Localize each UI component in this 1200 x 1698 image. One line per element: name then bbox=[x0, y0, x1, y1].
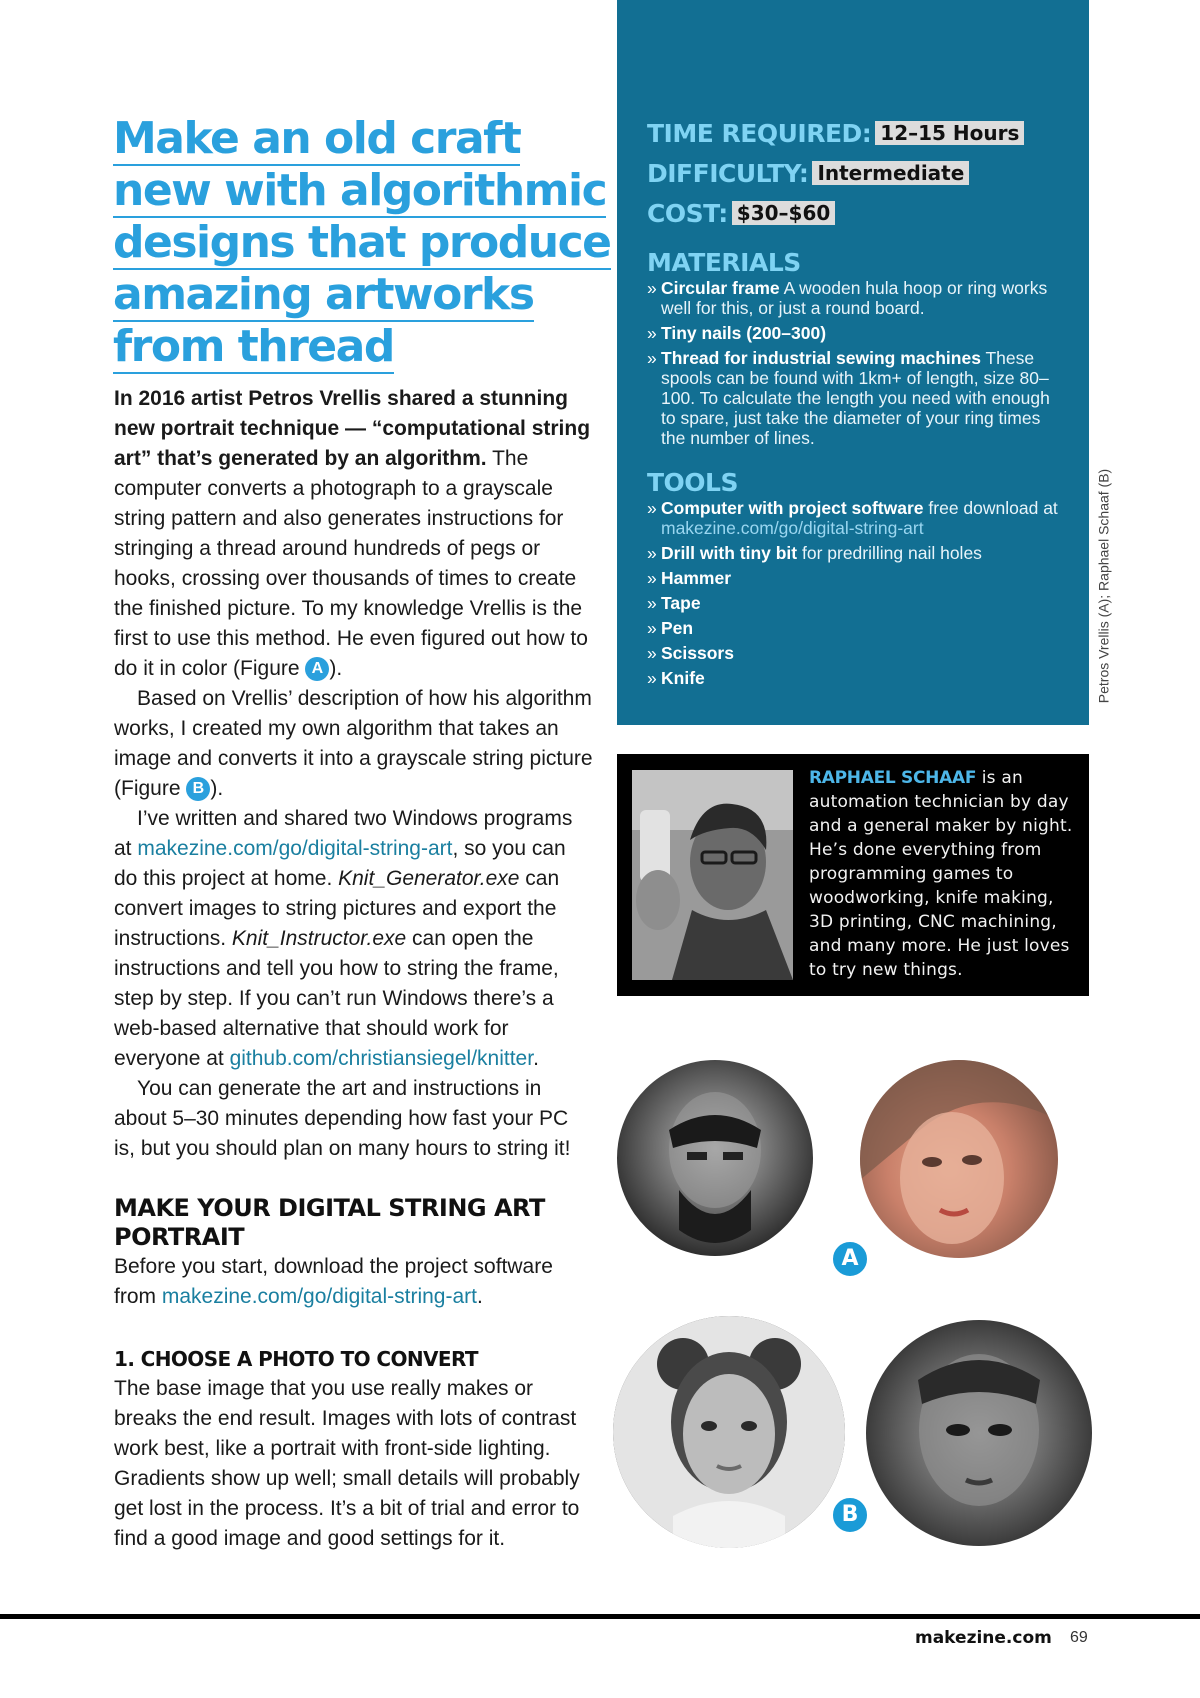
cost-row bbox=[647, 194, 1089, 234]
footer-site-name: makezine.com bbox=[915, 1628, 1052, 1648]
tool-name: Scissors bbox=[661, 643, 734, 663]
figure-b-string-portrait bbox=[866, 1320, 1092, 1546]
material-desc: A wooden hula hoop or ring works well for this, or just a round board. bbox=[661, 278, 1048, 318]
programs-text: can convert images to string pictures and export the instructions. bbox=[114, 867, 560, 950]
tools-heading: TOOLS bbox=[647, 468, 738, 497]
string-art-image bbox=[860, 1060, 1058, 1258]
programs-paragraph bbox=[114, 804, 594, 1074]
author-description: is an automation technician by day and a general maker by night. He’s done everything from programming games to woodworking, knife making, 3D printing, CNC machining, and many more. He just loves to try new things. bbox=[809, 768, 1073, 980]
software-download-link[interactable]: makezine.com/go/digital-string-art bbox=[661, 518, 924, 538]
time-label: TIME REQUIRED: bbox=[647, 119, 872, 148]
materials-heading: MATERIALS bbox=[647, 248, 801, 277]
author-photo bbox=[632, 770, 793, 980]
tools-list bbox=[647, 498, 1077, 688]
section-end: . bbox=[476, 1285, 483, 1308]
difficulty-value: Intermediate bbox=[812, 161, 969, 185]
timing-paragraph: You can generate the art and instructions in about 5–30 minutes depending how fast your PC is, but you should plan on many hours to string it! bbox=[114, 1077, 571, 1160]
tool-name: Knife bbox=[661, 668, 705, 688]
material-desc: These spools can be found with 1km+ of length, size 80–100. To calculate the length you need with enough to spare, just take the diameter of your ring times the number of lines. bbox=[661, 348, 1050, 448]
author-portrait-image bbox=[632, 770, 793, 980]
tool-desc: free download at bbox=[923, 498, 1058, 518]
section-paragraph bbox=[114, 1252, 594, 1312]
tool-name: Pen bbox=[661, 618, 694, 638]
tool-desc: for predrilling nail holes bbox=[797, 543, 982, 563]
algorithm-end: ). bbox=[210, 777, 224, 800]
intro-lead: In 2016 artist Petros Vrellis shared a stunning new portrait technique — “computational string art” that’s generated by an algorithm. bbox=[114, 387, 591, 470]
article-headline bbox=[113, 113, 611, 374]
materials-list bbox=[647, 278, 1067, 448]
tool-name: Drill with tiny bit bbox=[661, 543, 798, 563]
algorithm-paragraph bbox=[114, 684, 594, 804]
step-1-heading: 1. CHOOSE A PHOTO TO CONVERT bbox=[114, 1347, 478, 1371]
headline-line: from thread bbox=[113, 321, 394, 372]
list-item bbox=[647, 643, 1077, 663]
step-1-paragraph: The base image that you use really makes or breaks the end result. Images with lots of contrast work best, like a portrait with front-side lighting. Gradients show up well; small details will probably get lost in the process. It’s a bit of trial and error to find a good image and good settings for it. bbox=[114, 1377, 580, 1550]
list-item bbox=[647, 593, 1077, 613]
figure-a-ref-badge: A bbox=[305, 657, 329, 681]
material-name: Thread for industrial sewing machines bbox=[661, 348, 981, 368]
difficulty-label: DIFFICULTY: bbox=[647, 159, 809, 188]
tool-name: Computer with project software bbox=[661, 498, 924, 518]
list-item bbox=[647, 618, 1077, 638]
programs-text: . bbox=[533, 1047, 539, 1070]
intro-paragraph bbox=[114, 384, 594, 684]
girl-portrait-image bbox=[613, 1316, 845, 1548]
author-name: RAPHAEL SCHAAF bbox=[809, 768, 977, 788]
software-link[interactable]: makezine.com/go/digital-string-art bbox=[137, 837, 453, 860]
knit-generator-name: Knit_Generator.exe bbox=[338, 867, 520, 890]
figure-a-badge: A bbox=[831, 1240, 869, 1278]
figure-a-string-portrait-color bbox=[860, 1060, 1058, 1258]
intro-end: ). bbox=[329, 657, 343, 680]
time-required-row bbox=[647, 114, 1089, 154]
list-item bbox=[647, 668, 1077, 688]
figure-b-source-photo bbox=[613, 1316, 845, 1548]
photo-credit-text: Petros Vrellis (A); Raphael Schaaf (B) bbox=[1095, 468, 1112, 704]
page-number: 69 bbox=[1070, 1629, 1088, 1646]
photo-credit bbox=[1094, 449, 1114, 724]
list-item bbox=[647, 543, 1077, 563]
programs-text: can open the instructions and tell you how to string the frame, step by step. If you can’t run Windows there’s a web-based alternative that should work for everyone at bbox=[114, 927, 559, 1070]
list-item bbox=[647, 278, 1067, 318]
figure-a-string-portrait-bw bbox=[617, 1060, 813, 1256]
author-bio bbox=[617, 754, 1089, 996]
list-item bbox=[647, 348, 1067, 448]
headline-line: designs that produce bbox=[113, 217, 611, 268]
intro-text: The computer converts a photograph to a grayscale string pattern and also generates instructions for stringing a thread around hundreds of pegs or hooks, crossing over thousands of times to create the finished picture. To my knowledge Vrellis is the first to use this method. He even figured out how to do it in color (Figure bbox=[114, 447, 588, 680]
figure-b-ref-badge: B bbox=[186, 777, 210, 801]
material-name: Circular frame bbox=[661, 278, 780, 298]
string-art-image bbox=[866, 1320, 1092, 1546]
footer-divider bbox=[0, 1614, 1200, 1619]
tool-name: Hammer bbox=[661, 568, 732, 588]
author-bio-text bbox=[809, 766, 1081, 982]
section-heading: MAKE YOUR DIGITAL STRING ART PORTRAIT bbox=[114, 1194, 545, 1251]
cost-value: $30–$60 bbox=[732, 201, 836, 225]
knitter-github-link[interactable]: github.com/christiansiegel/knitter bbox=[229, 1047, 534, 1070]
cost-label: COST: bbox=[647, 199, 728, 228]
list-item bbox=[647, 568, 1077, 588]
algorithm-text: Based on Vrellis’ description of how his algorithm works, I created my own algorithm that takes an image and converts it into a grayscale string picture (Figure bbox=[114, 687, 593, 800]
project-specs-box bbox=[617, 0, 1089, 725]
time-value: 12–15 Hours bbox=[875, 121, 1024, 145]
difficulty-row bbox=[647, 154, 1089, 194]
headline-line: Make an old craft bbox=[113, 113, 521, 164]
headline-line: amazing artworks bbox=[113, 269, 534, 320]
list-item bbox=[647, 498, 1077, 538]
tool-name: Tape bbox=[661, 593, 701, 613]
knit-instructor-name: Knit_Instructor.exe bbox=[231, 927, 407, 950]
download-link[interactable]: makezine.com/go/digital-string-art bbox=[161, 1285, 477, 1308]
material-name: Tiny nails (200–300) bbox=[661, 323, 827, 343]
string-art-image bbox=[617, 1060, 813, 1256]
programs-text: , so you can do this project at home. bbox=[114, 837, 566, 890]
figure-b-badge: B bbox=[831, 1496, 869, 1534]
programs-text: I’ve written and shared two Windows programs at bbox=[114, 807, 573, 860]
section-text: Before you start, download the project software from bbox=[114, 1255, 553, 1308]
headline-line: new with algorithmic bbox=[113, 165, 607, 216]
list-item bbox=[647, 323, 1067, 343]
article-body bbox=[114, 384, 594, 1554]
